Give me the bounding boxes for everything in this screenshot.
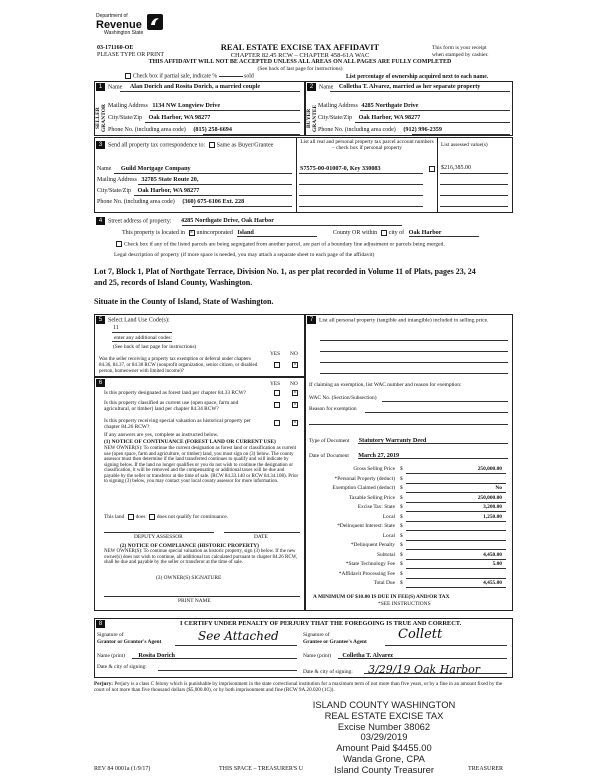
receipt-line-3: Excise Number 38062 <box>337 720 431 732</box>
buyer-mailing-row <box>318 102 418 110</box>
corr-mailing-row <box>97 176 198 184</box>
tax-row-line <box>406 502 506 503</box>
form-warning: THIS AFFIDAVIT WILL NOT BE ACCEPTED UNLESS ALL AREAS ON ALL PAGES ARE FULLY COMPLETED <box>148 59 452 65</box>
exempt-no-checkbox[interactable]: × <box>293 362 297 368</box>
tax-row-label: Subtotal <box>377 551 395 558</box>
section-7-number: 7 <box>307 316 316 324</box>
seller-name-label: Name <box>108 84 123 91</box>
buyer-phone-label: Phone No. (including area code) <box>318 127 396 133</box>
does-not-checkbox[interactable] <box>149 514 155 520</box>
grantor-sig-label-1: Signature of <box>97 632 124 638</box>
tax-row-dollar: $ <box>400 523 403 529</box>
segregated-checkbox[interactable] <box>116 241 122 247</box>
seller-phone-label: Phone No. (including area code) <box>108 127 186 133</box>
agency-line2: Revenue <box>96 18 142 31</box>
tax-row-label: Total Due <box>373 580 395 586</box>
tax-row-line <box>406 549 506 550</box>
corr-name-row <box>97 165 191 173</box>
correspondence-row <box>96 141 273 149</box>
additional-codes-label: enter any additional codes: <box>114 335 172 341</box>
corr-name: Guild Mortgage Company <box>120 165 191 172</box>
agency-line3: Washington State <box>104 29 144 36</box>
tax-row-label: *Delinquent Interest: State <box>337 523 395 529</box>
section-5-number: 5 <box>96 316 105 324</box>
historic-title: (2) NOTICE OF COMPLIANCE (HISTORIC PROPERTY) <box>120 543 259 549</box>
legal-description-3: Situate in the County of Island, State of Washington. <box>94 297 274 306</box>
tax-row-line <box>406 530 506 531</box>
section-2-number: 2 <box>307 83 316 91</box>
section-1-number: 1 <box>96 83 105 91</box>
corr-mailing-label: Mailing Address <box>97 177 137 183</box>
see-instructions: *SEE INSTRUCTIONS <box>378 601 431 607</box>
receipt-line-5: Amount Paid $4455.00 <box>336 742 432 754</box>
grantee-date-label: Date & city of signing: <box>303 669 353 675</box>
unincorporated-label: unincorporated <box>196 230 233 236</box>
correspondence-label: Send all property tax correspondence to: <box>108 142 206 149</box>
rev-number: REV 84 0001a (1/9/17) <box>94 766 151 772</box>
buyer-phone-row <box>318 126 442 134</box>
receipt-line-2: REAL ESTATE EXCISE TAX <box>324 709 444 721</box>
located-row <box>122 229 479 237</box>
grantor-signature: See Attached <box>198 629 279 643</box>
exempt-question: Was the seller receiving a property tax exemption or deferral under chapters 84.36, 84.37, or 84.38 RCW (nonprofit organization, senior citizen, or disabled person, homeowner with limited income)? <box>99 357 258 374</box>
tax-row-dollar: $ <box>400 570 403 577</box>
assessor-date-label: DATE <box>254 534 268 540</box>
legal-label: Legal description of property (if more space is needed, you may attach a separate sheet to each page of the affidavit) <box>114 252 375 258</box>
parcel-number: S7575-00-01007-0, Key 330083 <box>300 165 381 172</box>
tax-row-label: Excise Tax: State <box>357 504 395 510</box>
treasurer-receipt-stamp <box>300 700 468 776</box>
no-header-6: NO <box>290 381 298 387</box>
grantee-signature: Collett <box>398 627 443 642</box>
ownership-list-note: List percentage of ownership acquired next to each name. <box>346 74 489 80</box>
minimum-note: A MINIMUM OF $10.00 IS DUE IN FEE(S) AND/OR TAX <box>313 594 450 600</box>
city-value: Oak Harbor <box>409 229 479 237</box>
tax-row-dollar: $ <box>400 466 403 472</box>
agency-logo <box>96 14 176 38</box>
corr-phone: (360) 675-6106 Ext. 228 <box>182 198 245 205</box>
perjury-text: Perjury is a class C felony which is punishable by imprisonment in the state correctional institution for a maximum term of not more than five years, or by a fine in an amount fixed by the court of not more than five thousand dollars ($5,000.00), or by both imprisonment and fine (RCW 9A.20.020 (1C)). <box>94 681 503 693</box>
seller-city-label: City/State/Zip <box>108 115 142 121</box>
tax-row-line <box>406 578 506 579</box>
buyer-mailing: 4285 Northgate Drive <box>361 102 419 109</box>
partial-sale-label: Check box if partial sale, indicate % <box>133 73 218 80</box>
receipt-note-2: when stamped by cashier. <box>432 52 489 58</box>
tax-row-label: Local <box>382 513 395 520</box>
form-number: 03-171160-OE <box>97 45 134 51</box>
doc-type-label: Type of Document <box>309 438 350 444</box>
tax-row-line <box>406 540 506 541</box>
seller-mailing-label: Mailing Address <box>108 103 148 109</box>
buyer-label: BUYER GRANTEE <box>306 104 318 132</box>
seller-phone-row <box>108 126 232 134</box>
tax-row-dollar: $ <box>400 485 403 491</box>
grantee-name-label: Name (print) <box>303 653 331 659</box>
tax-row-line <box>406 492 506 493</box>
tax-row-value: 1,250.00 <box>483 513 502 520</box>
tax-row-line <box>406 559 506 560</box>
receipt-line-4: 03/29/2019 <box>360 731 408 743</box>
tax-row-dollar: $ <box>400 580 403 586</box>
yes-header-6: YES <box>270 381 281 387</box>
segregated-label: Check box if any of the listed parcels are being segregated from another parcel, are part of a boundary line adjustment or parcels being merged. <box>124 241 445 248</box>
buyer-city: Oak Harbor, WA 98277 <box>358 114 421 121</box>
street-address: 4285 Northgate Drive, Oak Harbor <box>180 217 274 225</box>
tax-row-dollar: $ <box>400 513 403 520</box>
treasurer-label: TREASURER <box>468 766 504 772</box>
seller-mailing-row <box>108 102 220 110</box>
tax-row-line <box>406 521 506 522</box>
continuance-title: (1) NOTICE OF CONTINUANCE (FOREST LAND OR CURRENT USE) <box>104 439 276 445</box>
historic-yes-checkbox[interactable] <box>274 420 280 426</box>
city-of-label: city of <box>388 230 405 236</box>
tax-row-value: No <box>495 485 502 491</box>
grantee-sig-label-2: Grantee or Grantee's Agent <box>303 639 367 645</box>
assessed-header: List assessed value(s) <box>441 142 488 148</box>
corr-city-row <box>97 187 199 195</box>
legal-description-2: and 25, records of Island County, Washington. <box>94 278 253 287</box>
certify-statement: I CERTIFY UNDER PENALTY OF PERJURY THAT THE FOREGOING IS TRUE AND CORRECT. <box>180 620 462 627</box>
receipt-line-7: Island County Treasurer <box>333 763 435 775</box>
seller-city: Oak Harbor, WA 98277 <box>148 114 211 121</box>
buyer-phone: (912) 996-2359 <box>403 126 442 133</box>
grantee-date: 3/29/19 Oak Harbor <box>368 663 481 676</box>
section-3-number: 3 <box>96 141 105 149</box>
city-checkbox[interactable] <box>381 230 387 236</box>
seller-mailing: 1134 NW Longview Drive <box>152 102 221 109</box>
owner-signature-label: (3) OWNER(S) SIGNATURE <box>156 575 222 581</box>
tax-row-line <box>406 483 506 484</box>
receipt-line-1: ISLAND COUNTY WASHINGTON <box>312 699 456 710</box>
grantor-name: Rosita Dorich <box>138 652 175 659</box>
section-4-number: 4 <box>96 217 105 225</box>
receipt-note-1: This form is your receipt <box>432 45 487 51</box>
legal-description-1: Lot 7, Block 1, Plat of Northgate Terrace, Division No. 1, as per plat recorded in Volume 11 of Plats, pages 23, 24 <box>94 267 476 276</box>
street-label: Street address of property: <box>108 218 172 225</box>
current-use-no-checkbox[interactable]: × <box>293 402 297 408</box>
exempt-yes-checkbox[interactable] <box>274 362 280 368</box>
tax-row-dollar: $ <box>400 532 403 539</box>
print-name-label: PRINT NAME <box>178 598 211 604</box>
grantee-date-row <box>303 664 480 677</box>
tax-row-dollar: $ <box>400 542 403 548</box>
tax-row-label: Gross Selling Price <box>353 466 395 472</box>
section-8-number: 8 <box>96 620 105 628</box>
section-6-number: 6 <box>96 379 105 387</box>
personal-prop-row <box>307 316 507 324</box>
if-yes-note: If any answers are yes, complete as instructed below. <box>104 432 219 438</box>
buyer-city-label: City/State/Zip <box>318 115 352 121</box>
form-title: REAL ESTATE EXCISE TAX AFFIDAVIT <box>220 42 380 52</box>
segregated-row <box>114 241 445 248</box>
receipt-line-6: Wanda Grone, CPA <box>343 753 425 765</box>
reason-label: Reason for exemption <box>309 406 357 412</box>
yes-header-5: YES <box>270 351 281 357</box>
does-not-label: does not qualify for continuance. <box>156 514 228 521</box>
corr-city: Oak Harbor, WA 98277 <box>137 187 200 194</box>
corr-phone-row <box>97 198 244 206</box>
same-as-buyer-label: Same as Buyer/Grantee <box>216 142 274 149</box>
qualify-row <box>104 514 228 520</box>
buyer-mailing-label: Mailing Address <box>318 103 358 109</box>
corr-name-label: Name <box>97 166 112 172</box>
corr-phone-label: Phone No. (including area code) <box>97 199 175 205</box>
type-or-print: PLEASE TYPE OR PRINT <box>97 52 165 58</box>
historic-no-checkbox[interactable]: × <box>293 420 297 426</box>
tax-row-value: 4,450.00 <box>483 551 502 558</box>
tax-row-value: 250,000.00 <box>477 466 502 472</box>
county-or-label: County OR within <box>332 230 378 236</box>
tax-row-value: 4,455.00 <box>483 580 502 586</box>
deputy-assessor-label: DEPUTY ASSESSOR <box>134 534 183 540</box>
tax-row-label: *Delinquent Penalty <box>350 542 395 548</box>
doc-date-label: Date of Document <box>309 453 349 459</box>
corr-mailing: 32785 State Route 20, <box>141 176 199 183</box>
located-label: This property is located in <box>122 230 185 236</box>
forest-yes-checkbox[interactable] <box>274 390 280 396</box>
tax-row-value: 3,200.00 <box>483 504 502 510</box>
historic-text: NEW OWNER(S): To continue special valuation as historic property, sign (3) below. If the new owner(s) does not wish to continue, all additional tax calculated pursuant to chapter 84.26 RCW, shall be due and payable by the seller or transferor at the time of sale. <box>104 549 298 565</box>
tax-row-dollar: $ <box>400 494 403 501</box>
grantor-sig-label-2: Grantor or Grantor's Agent <box>97 639 162 645</box>
tax-row-label: Exemption Claimed (deduct) <box>332 485 395 491</box>
section-6-header <box>96 379 108 387</box>
seller-city-row <box>108 114 210 122</box>
this-land-label: This land <box>104 514 125 521</box>
form-see-back: (See back of last page for instructions) <box>257 66 343 72</box>
tax-row-value: 250,000.00 <box>477 494 502 501</box>
tax-row-label: Taxable Selling Price <box>348 494 395 501</box>
exemption-claim-label: If claiming an exemption, list WAC number and reason for exemption: <box>309 382 462 388</box>
same-as-buyer-checkbox[interactable] <box>209 142 215 148</box>
continuance-text: NEW OWNER(S): To continue the current designation as forest land or classification as current use (open space, farm and agriculture, or timber) land, you must sign on (3) below. The county assessor must then determine if the land transferred continues to qualify and will indicate by signing below. If the land no longer qualifies or you do not wish to continue the designation or classification, it will be removed and the compensating or additional taxes will be due and payable by the seller or transferor at the time of sale. (RCW 84.33.140 or RCW 84.34.108). Prior to signing (3) below, you may contact your local county assessor for more information. <box>104 446 299 484</box>
buyer-city-row <box>318 114 420 122</box>
grantor-name-label: Name (print) <box>97 653 125 659</box>
doc-type: Statutory Warranty Deed <box>358 437 427 444</box>
doc-date: March 27, 2019 <box>358 452 400 459</box>
seller-phone: (815) 258-6694 <box>193 126 232 133</box>
forest-question: Is this property designated as forest land per chapter 84.33 RCW? <box>104 390 247 396</box>
does-label: does <box>135 514 146 521</box>
grantee-sig-label-1: Signature of <box>303 632 330 638</box>
county-value: Island <box>237 229 317 237</box>
tax-row-dollar: $ <box>400 475 403 482</box>
tax-row-line <box>406 511 506 512</box>
tax-row-line <box>406 568 506 569</box>
parcel-header: List all real and personal property tax parcel account numbers – check box if personal property <box>300 139 434 152</box>
buyer-name-label: Name <box>319 84 334 91</box>
certify-row <box>96 620 108 628</box>
tax-row-label: Local <box>382 532 395 539</box>
treasurer-use-label: THIS SPACE – TREASURER'S U <box>219 766 304 772</box>
no-header-5: NO <box>290 351 298 357</box>
historic-question: Is this property receiving special valuation as historical property per chapter 84.26 RCW? <box>104 418 251 431</box>
unincorporated-checkbox[interactable]: × <box>189 229 194 236</box>
form-chapters: CHAPTER 82.45 RCW – CHAPTER 458-61A WAC <box>230 52 370 59</box>
agency-emblem-icon <box>146 13 164 31</box>
tax-row-label: *State Technology Fee <box>345 561 395 567</box>
partial-sale-checkbox[interactable] <box>125 73 131 79</box>
buyer-name: Colletha T. Alvarez, married as her separate property <box>338 83 481 91</box>
land-use-row <box>96 316 169 324</box>
tax-row-dollar: $ <box>400 504 403 510</box>
partial-sale-row <box>123 73 254 80</box>
seller-name: Alan Dorich and Rosita Dorich, a married couple <box>129 83 261 91</box>
agency-line1: Department of <box>96 13 128 19</box>
corr-city-label: City/State/Zip <box>97 188 131 194</box>
tax-row-dollar: $ <box>400 561 403 567</box>
tax-row-label: *Affidavit Processing Fee <box>338 570 395 577</box>
sold-label: sold <box>244 73 254 80</box>
personal-property-checkbox[interactable] <box>429 166 435 172</box>
grantee-name: Colletha T. Alvarez <box>342 652 394 659</box>
tax-row-value: 5.00 <box>492 561 502 567</box>
tax-row-dollar: $ <box>400 551 403 558</box>
land-use-code: 11 <box>113 325 119 331</box>
tax-row-line <box>406 587 506 588</box>
assessed-value: $216,385.00 <box>441 165 471 171</box>
personal-prop-label: List all personal property (tangible and intangible) included in selling price. <box>319 317 489 324</box>
current-use-question: Is this property classified as current use (open space, farm and agricultural, or timber) land per chapter 84.34 RCW? <box>104 400 239 413</box>
wac-label: WAC No. (Section/Subsection) <box>309 395 377 401</box>
tax-row-line <box>406 473 506 474</box>
tax-row-label: *Personal Property (deduct) <box>334 475 395 482</box>
perjury-note <box>94 682 514 694</box>
forest-no-checkbox[interactable]: × <box>293 390 297 396</box>
does-checkbox[interactable] <box>128 514 134 520</box>
land-use-see-back: (See back of last page for instructions) <box>113 344 197 350</box>
grantor-date-label: Date & city of signing: <box>97 664 147 670</box>
land-use-label: Select Land Use Code(s): <box>108 317 170 324</box>
current-use-yes-checkbox[interactable] <box>274 402 280 408</box>
perjury-label: Perjury: <box>94 681 114 687</box>
seller-label: SELLER GRANTOR <box>95 104 107 133</box>
